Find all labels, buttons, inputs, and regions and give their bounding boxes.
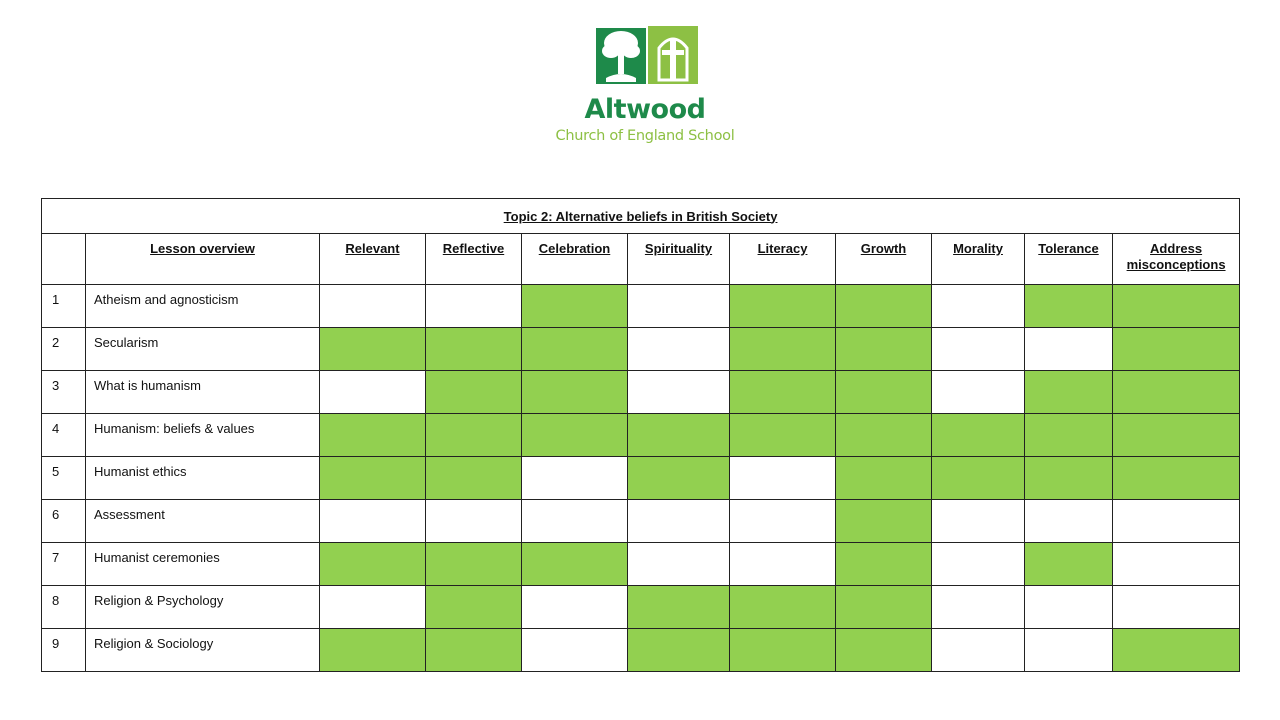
header-reflective: Reflective: [426, 234, 522, 285]
lesson-number: 4: [42, 414, 86, 457]
cell-address-misconceptions: [1113, 457, 1240, 500]
cell-growth: [836, 414, 932, 457]
table-body: [42, 285, 1240, 672]
cell-growth: [836, 371, 932, 414]
cell-reflective: [426, 285, 522, 328]
cell-address-misconceptions: [1113, 543, 1240, 586]
header-spirituality: Spirituality: [628, 234, 730, 285]
cell-literacy: [730, 414, 836, 457]
cell-spirituality: [628, 457, 730, 500]
cell-relevant: [320, 414, 426, 457]
cell-growth: [836, 285, 932, 328]
lesson-title: Assessment: [86, 500, 320, 543]
cell-relevant: [320, 543, 426, 586]
cell-spirituality: [628, 543, 730, 586]
table-row: [42, 414, 1240, 457]
cell-tolerance: [1025, 500, 1113, 543]
cell-spirituality: [628, 586, 730, 629]
cell-address-misconceptions: [1113, 285, 1240, 328]
cell-morality: [932, 543, 1025, 586]
cell-spirituality: [628, 328, 730, 371]
cell-spirituality: [628, 500, 730, 543]
cell-reflective: [426, 371, 522, 414]
lesson-number: 1: [42, 285, 86, 328]
cell-celebration: [522, 328, 628, 371]
header-growth: Growth: [836, 234, 932, 285]
cell-tolerance: [1025, 543, 1113, 586]
lesson-title: Religion & Psychology: [86, 586, 320, 629]
cell-spirituality: [628, 285, 730, 328]
header-lesson-overview: Lesson overview: [86, 234, 320, 285]
header-literacy: Literacy: [730, 234, 836, 285]
cell-growth: [836, 543, 932, 586]
header-address-misconceptions: Address misconceptions: [1113, 234, 1240, 285]
cell-literacy: [730, 586, 836, 629]
cell-reflective: [426, 543, 522, 586]
cell-tolerance: [1025, 629, 1113, 672]
cell-reflective: [426, 500, 522, 543]
cell-morality: [932, 371, 1025, 414]
cell-reflective: [426, 328, 522, 371]
cell-growth: [836, 328, 932, 371]
cell-relevant: [320, 285, 426, 328]
lesson-title: Humanism: beliefs & values: [86, 414, 320, 457]
header-number: [42, 234, 86, 285]
header-relevant: Relevant: [320, 234, 426, 285]
cell-morality: [932, 629, 1025, 672]
lesson-number: 7: [42, 543, 86, 586]
cell-tolerance: [1025, 285, 1113, 328]
table-row: [42, 457, 1240, 500]
cell-spirituality: [628, 629, 730, 672]
cell-relevant: [320, 500, 426, 543]
cell-tolerance: [1025, 457, 1113, 500]
cell-growth: [836, 586, 932, 629]
cell-literacy: [730, 629, 836, 672]
header-morality: Morality: [932, 234, 1025, 285]
header-celebration: Celebration: [522, 234, 628, 285]
table-row: [42, 328, 1240, 371]
cell-address-misconceptions: [1113, 371, 1240, 414]
lesson-title: What is humanism: [86, 371, 320, 414]
cell-celebration: [522, 457, 628, 500]
cell-tolerance: [1025, 586, 1113, 629]
table-row: [42, 586, 1240, 629]
cell-celebration: [522, 500, 628, 543]
school-name: Altwood: [584, 94, 706, 125]
lesson-number: 9: [42, 629, 86, 672]
lesson-title: Religion & Sociology: [86, 629, 320, 672]
lesson-title: Humanist ceremonies: [86, 543, 320, 586]
cell-celebration: [522, 371, 628, 414]
lesson-number: 2: [42, 328, 86, 371]
cell-reflective: [426, 457, 522, 500]
cell-growth: [836, 629, 932, 672]
lesson-title: Secularism: [86, 328, 320, 371]
cell-spirituality: [628, 414, 730, 457]
cell-tolerance: [1025, 371, 1113, 414]
cell-literacy: [730, 328, 836, 371]
tree-and-cross-icon: [596, 26, 698, 86]
school-logo: [540, 24, 750, 154]
cell-relevant: [320, 586, 426, 629]
cell-morality: [932, 328, 1025, 371]
cell-celebration: [522, 285, 628, 328]
lesson-table: [41, 198, 1240, 672]
cell-tolerance: [1025, 414, 1113, 457]
cell-reflective: [426, 586, 522, 629]
cell-spirituality: [628, 371, 730, 414]
lesson-number: 5: [42, 457, 86, 500]
header-tolerance: Tolerance: [1025, 234, 1113, 285]
cell-morality: [932, 414, 1025, 457]
lesson-title: Atheism and agnosticism: [86, 285, 320, 328]
cell-celebration: [522, 543, 628, 586]
cell-morality: [932, 285, 1025, 328]
cell-growth: [836, 457, 932, 500]
cell-address-misconceptions: [1113, 500, 1240, 543]
cell-address-misconceptions: [1113, 586, 1240, 629]
cell-literacy: [730, 500, 836, 543]
lesson-number: 8: [42, 586, 86, 629]
cell-reflective: [426, 629, 522, 672]
cell-address-misconceptions: [1113, 328, 1240, 371]
table-row: [42, 500, 1240, 543]
cell-tolerance: [1025, 328, 1113, 371]
cell-reflective: [426, 414, 522, 457]
cell-address-misconceptions: [1113, 414, 1240, 457]
cell-growth: [836, 500, 932, 543]
cell-literacy: [730, 285, 836, 328]
cell-address-misconceptions: [1113, 629, 1240, 672]
cell-relevant: [320, 371, 426, 414]
table-row: [42, 371, 1240, 414]
cell-morality: [932, 586, 1025, 629]
table-row: [42, 629, 1240, 672]
cell-celebration: [522, 586, 628, 629]
cell-literacy: [730, 543, 836, 586]
cell-relevant: [320, 328, 426, 371]
lesson-number: 3: [42, 371, 86, 414]
cell-celebration: [522, 629, 628, 672]
cell-celebration: [522, 414, 628, 457]
cell-morality: [932, 457, 1025, 500]
cell-literacy: [730, 371, 836, 414]
table-row: [42, 285, 1240, 328]
school-subtitle: Church of England School: [555, 128, 735, 144]
cell-morality: [932, 500, 1025, 543]
table-row: [42, 543, 1240, 586]
lesson-number: 6: [42, 500, 86, 543]
cell-literacy: [730, 457, 836, 500]
lesson-title: Humanist ethics: [86, 457, 320, 500]
table-title: Topic 2: Alternative beliefs in British Society: [42, 199, 1240, 234]
cell-relevant: [320, 457, 426, 500]
cell-relevant: [320, 629, 426, 672]
